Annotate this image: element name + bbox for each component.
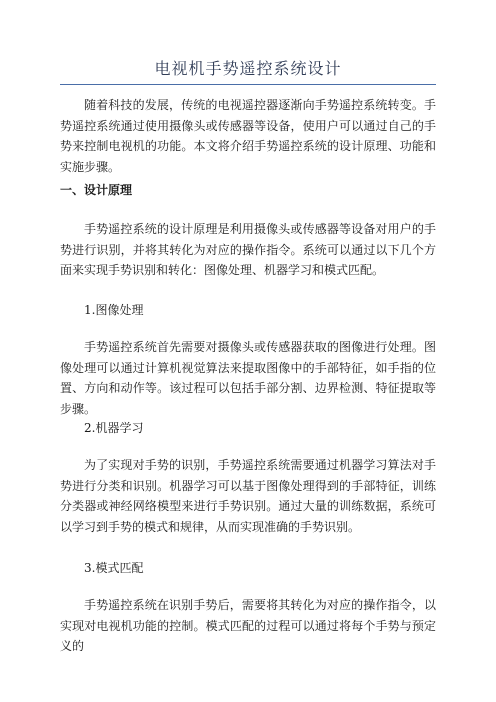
subsection-heading-image-processing: 1.图像处理 <box>84 303 144 317</box>
document-title: 电视机手势遥控系统设计 <box>154 59 342 78</box>
subsection-heading-pattern-matching: 3.模式匹配 <box>84 561 144 575</box>
intro-paragraph: 随着科技的发展，传统的电视遥控器逐渐向手势遥控系统转变。手势遥控系统通过使用摄像头或传感器等设备，使用户可以通过自己的手势来控制电视机的功能。本文将介绍手势遥控系统的设计原理、功能和实施步骤。 <box>60 98 436 174</box>
subsection-body-image-processing: 手势遥控系统首先需要对摄像头或传感器获取的图像进行处理。图像处理可以通过计算机视觉算法来提取图像中的手部特征，如手指的位置、方向和动作等。该过程可以包括手部分割、边界检测、特征提取等步骤。 <box>60 340 436 416</box>
section-heading-design-principle: 一、设计原理 <box>60 183 133 197</box>
title-underline <box>60 84 436 85</box>
subsection-heading-machine-learning: 2.机器学习 <box>84 421 144 435</box>
subsection-body-machine-learning: 为了实现对手势的识别，手势遥控系统需要通过机器学习算法对手势进行分类和识别。机器学习可以基于图像处理得到的手部特征，训练分类器或神经网络模型来进行手势识别。通过大量的训练数据，系统可以学习到手势的模式和规律，从而实现准确的手势识别。 <box>60 458 436 534</box>
subsection-body-pattern-matching: 手势遥控系统在识别手势后，需要将其转化为对应的操作指令，以实现对电视机功能的控制。模式匹配的过程可以通过将每个手势与预定义的 <box>60 598 436 653</box>
section-body-design-principle: 手势遥控系统的设计原理是利用摄像头或传感器等设备对用户的手势进行识别，并将其转化为对应的操作指令。系统可以通过以下几个方面来实现手势识别和转化：图像处理、机器学习和模式匹配。 <box>60 222 436 277</box>
